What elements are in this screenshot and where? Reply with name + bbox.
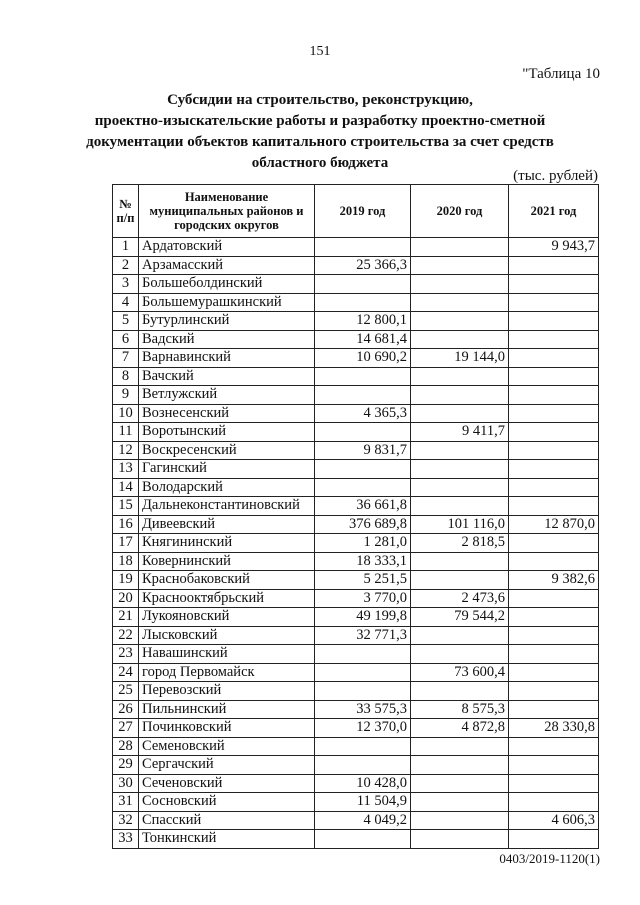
- title-line: документации объектов капитального строительства за счет средств: [86, 134, 554, 150]
- value-2020: 101 116,0: [411, 515, 509, 534]
- table-row: [113, 293, 599, 312]
- row-number: 7: [113, 349, 139, 368]
- value-2021: [509, 312, 599, 331]
- row-number: 1: [113, 238, 139, 257]
- value-2021: 9 382,6: [509, 571, 599, 590]
- row-number: 3: [113, 275, 139, 294]
- column-header-2020: 2020 год: [411, 185, 509, 238]
- row-number: 17: [113, 534, 139, 553]
- value-2021: [509, 349, 599, 368]
- value-2021: 4 606,3: [509, 811, 599, 830]
- table-row: [113, 793, 599, 812]
- table-row: [113, 534, 599, 553]
- value-2020: [411, 460, 509, 479]
- table-row: [113, 349, 599, 368]
- title-line: проектно-изыскательские работы и разработку проектно-сметной: [94, 113, 546, 129]
- value-2021: [509, 497, 599, 516]
- district-name: город Первомайск: [139, 663, 315, 682]
- district-name: Ветлужский: [139, 386, 315, 405]
- row-number: 28: [113, 737, 139, 756]
- table-row: [113, 515, 599, 534]
- table-row: [113, 497, 599, 516]
- table-row: [113, 275, 599, 294]
- value-2021: [509, 256, 599, 275]
- value-2020: [411, 774, 509, 793]
- table-row: [113, 645, 599, 664]
- table-row: [113, 478, 599, 497]
- value-2021: [509, 275, 599, 294]
- row-number: 32: [113, 811, 139, 830]
- table-body: [113, 238, 599, 849]
- value-2020: [411, 293, 509, 312]
- table-row: [113, 423, 599, 442]
- district-name: Вачский: [139, 367, 315, 386]
- table-row: [113, 460, 599, 479]
- row-number: 9: [113, 386, 139, 405]
- value-2019: 11 504,9: [315, 793, 411, 812]
- table-row: [113, 608, 599, 627]
- district-name: Варнавинский: [139, 349, 315, 368]
- district-name: Воскресенский: [139, 441, 315, 460]
- value-2019: 33 575,3: [315, 700, 411, 719]
- district-name: Володарский: [139, 478, 315, 497]
- table-row: [113, 589, 599, 608]
- row-number: 12: [113, 441, 139, 460]
- district-name: Воротынский: [139, 423, 315, 442]
- value-2021: [509, 441, 599, 460]
- value-2021: [509, 737, 599, 756]
- table-row: [113, 737, 599, 756]
- table-row: [113, 571, 599, 590]
- value-2020: [411, 386, 509, 405]
- row-number: 24: [113, 663, 139, 682]
- district-name: Ардатовский: [139, 238, 315, 257]
- district-name: Семеновский: [139, 737, 315, 756]
- district-name: Починковский: [139, 719, 315, 738]
- row-number: 2: [113, 256, 139, 275]
- district-name: Сеченовский: [139, 774, 315, 793]
- column-header-2021: 2021 год: [509, 185, 599, 238]
- value-2020: [411, 312, 509, 331]
- row-number: 4: [113, 293, 139, 312]
- value-2020: [411, 737, 509, 756]
- value-2020: 73 600,4: [411, 663, 509, 682]
- value-2020: [411, 552, 509, 571]
- value-2019: [315, 423, 411, 442]
- value-2020: [411, 756, 509, 775]
- district-name: Лукояновский: [139, 608, 315, 627]
- value-2021: [509, 367, 599, 386]
- value-2020: 79 544,2: [411, 608, 509, 627]
- district-name: Пильнинский: [139, 700, 315, 719]
- value-2019: 12 800,1: [315, 312, 411, 331]
- value-2020: [411, 441, 509, 460]
- table-row: [113, 256, 599, 275]
- row-number: 26: [113, 700, 139, 719]
- value-2021: 12 870,0: [509, 515, 599, 534]
- table-row: [113, 386, 599, 405]
- district-name: Сергачский: [139, 756, 315, 775]
- table-row: [113, 663, 599, 682]
- value-2020: [411, 682, 509, 701]
- row-number: 22: [113, 626, 139, 645]
- table-row: [113, 700, 599, 719]
- value-2020: [411, 330, 509, 349]
- value-2021: [509, 386, 599, 405]
- district-name: Сосновский: [139, 793, 315, 812]
- table-row: [113, 830, 599, 849]
- value-2019: [315, 682, 411, 701]
- value-2019: 376 689,8: [315, 515, 411, 534]
- table-row: [113, 811, 599, 830]
- table-row: [113, 330, 599, 349]
- value-2019: 18 333,1: [315, 552, 411, 571]
- value-2021: [509, 423, 599, 442]
- table-row: [113, 719, 599, 738]
- district-name: Большемурашкинский: [139, 293, 315, 312]
- value-2020: 9 411,7: [411, 423, 509, 442]
- row-number: 18: [113, 552, 139, 571]
- district-name: Гагинский: [139, 460, 315, 479]
- row-number: 30: [113, 774, 139, 793]
- value-2021: [509, 589, 599, 608]
- row-number: 13: [113, 460, 139, 479]
- value-2021: [509, 774, 599, 793]
- row-number: 8: [113, 367, 139, 386]
- value-2020: [411, 626, 509, 645]
- value-2019: 25 366,3: [315, 256, 411, 275]
- value-2019: 1 281,0: [315, 534, 411, 553]
- value-2021: [509, 645, 599, 664]
- value-2019: 14 681,4: [315, 330, 411, 349]
- district-name: Ковернинский: [139, 552, 315, 571]
- value-2019: [315, 460, 411, 479]
- table-header-row: [113, 185, 599, 238]
- row-number: 20: [113, 589, 139, 608]
- row-number: 11: [113, 423, 139, 442]
- value-2020: [411, 793, 509, 812]
- table-row: [113, 682, 599, 701]
- district-name: Краснобаковский: [139, 571, 315, 590]
- district-name: Лысковский: [139, 626, 315, 645]
- value-2021: [509, 830, 599, 849]
- table-row: [113, 238, 599, 257]
- district-name: Большеболдинский: [139, 275, 315, 294]
- value-2021: 9 943,7: [509, 238, 599, 257]
- table-label: "Таблица 10: [522, 66, 600, 82]
- value-2021: [509, 404, 599, 423]
- table-row: [113, 441, 599, 460]
- value-2021: [509, 756, 599, 775]
- row-number: 27: [113, 719, 139, 738]
- district-name: Перевозский: [139, 682, 315, 701]
- value-2019: 5 251,5: [315, 571, 411, 590]
- value-2019: [315, 478, 411, 497]
- value-2019: 4 049,2: [315, 811, 411, 830]
- value-2020: [411, 478, 509, 497]
- value-2020: 4 872,8: [411, 719, 509, 738]
- value-2019: 9 831,7: [315, 441, 411, 460]
- value-2021: [509, 330, 599, 349]
- value-2021: [509, 700, 599, 719]
- row-number: 19: [113, 571, 139, 590]
- value-2019: [315, 756, 411, 775]
- value-2020: [411, 571, 509, 590]
- district-name: Дивеевский: [139, 515, 315, 534]
- value-2019: [315, 238, 411, 257]
- value-2021: [509, 552, 599, 571]
- value-2020: [411, 367, 509, 386]
- value-2021: [509, 293, 599, 312]
- page-number: 151: [309, 44, 331, 59]
- value-2021: [509, 793, 599, 812]
- value-2019: [315, 663, 411, 682]
- district-name: Арзамасский: [139, 256, 315, 275]
- district-name: Вадский: [139, 330, 315, 349]
- units-note: (тыс. рублей): [513, 168, 598, 184]
- value-2021: [509, 626, 599, 645]
- table-row: [113, 552, 599, 571]
- value-2019: [315, 275, 411, 294]
- row-number: 21: [113, 608, 139, 627]
- district-name: Вознесенский: [139, 404, 315, 423]
- document-code: 0403/2019-1120(1): [499, 851, 600, 866]
- row-number: 10: [113, 404, 139, 423]
- value-2019: [315, 293, 411, 312]
- title-line: областного бюджета: [251, 155, 389, 171]
- value-2020: [411, 275, 509, 294]
- value-2020: 2 818,5: [411, 534, 509, 553]
- value-2021: [509, 608, 599, 627]
- value-2021: 28 330,8: [509, 719, 599, 738]
- value-2020: [411, 404, 509, 423]
- district-name: Княгининский: [139, 534, 315, 553]
- table-row: [113, 367, 599, 386]
- row-number: 14: [113, 478, 139, 497]
- column-header-name: Наименование муниципальных районов и городских округов: [139, 185, 315, 238]
- table-row: [113, 404, 599, 423]
- district-name: Краснооктябрьский: [139, 589, 315, 608]
- value-2019: 49 199,8: [315, 608, 411, 627]
- table-row: [113, 312, 599, 331]
- row-number: 15: [113, 497, 139, 516]
- value-2020: [411, 238, 509, 257]
- row-number: 25: [113, 682, 139, 701]
- row-number: 31: [113, 793, 139, 812]
- value-2019: [315, 645, 411, 664]
- row-number: 5: [113, 312, 139, 331]
- table-row: [113, 626, 599, 645]
- value-2019: 32 771,3: [315, 626, 411, 645]
- district-name: Спасский: [139, 811, 315, 830]
- value-2021: [509, 478, 599, 497]
- district-name: Тонкинский: [139, 830, 315, 849]
- value-2021: [509, 682, 599, 701]
- value-2020: [411, 811, 509, 830]
- value-2019: 10 428,0: [315, 774, 411, 793]
- value-2021: [509, 534, 599, 553]
- value-2019: 3 770,0: [315, 589, 411, 608]
- value-2019: 4 365,3: [315, 404, 411, 423]
- value-2019: [315, 830, 411, 849]
- value-2019: [315, 367, 411, 386]
- value-2021: [509, 663, 599, 682]
- value-2020: 19 144,0: [411, 349, 509, 368]
- district-name: Бутурлинский: [139, 312, 315, 331]
- district-name: Дальнеконстантиновский: [139, 497, 315, 516]
- value-2020: [411, 645, 509, 664]
- value-2019: 12 370,0: [315, 719, 411, 738]
- value-2020: [411, 497, 509, 516]
- table-row: [113, 756, 599, 775]
- value-2020: 8 575,3: [411, 700, 509, 719]
- value-2019: 36 661,8: [315, 497, 411, 516]
- value-2019: [315, 737, 411, 756]
- row-number: 23: [113, 645, 139, 664]
- document-title: [60, 90, 580, 174]
- value-2020: [411, 256, 509, 275]
- row-number: 33: [113, 830, 139, 849]
- district-name: Навашинский: [139, 645, 315, 664]
- value-2020: 2 473,6: [411, 589, 509, 608]
- value-2020: [411, 830, 509, 849]
- table-row: [113, 774, 599, 793]
- column-header-number: № п/п: [113, 185, 139, 238]
- value-2019: 10 690,2: [315, 349, 411, 368]
- row-number: 16: [113, 515, 139, 534]
- column-header-2019: 2019 год: [315, 185, 411, 238]
- subsidies-table: [112, 184, 599, 849]
- value-2021: [509, 460, 599, 479]
- title-line: Субсидии на строительство, реконструкцию,: [167, 92, 473, 108]
- row-number: 6: [113, 330, 139, 349]
- value-2019: [315, 386, 411, 405]
- row-number: 29: [113, 756, 139, 775]
